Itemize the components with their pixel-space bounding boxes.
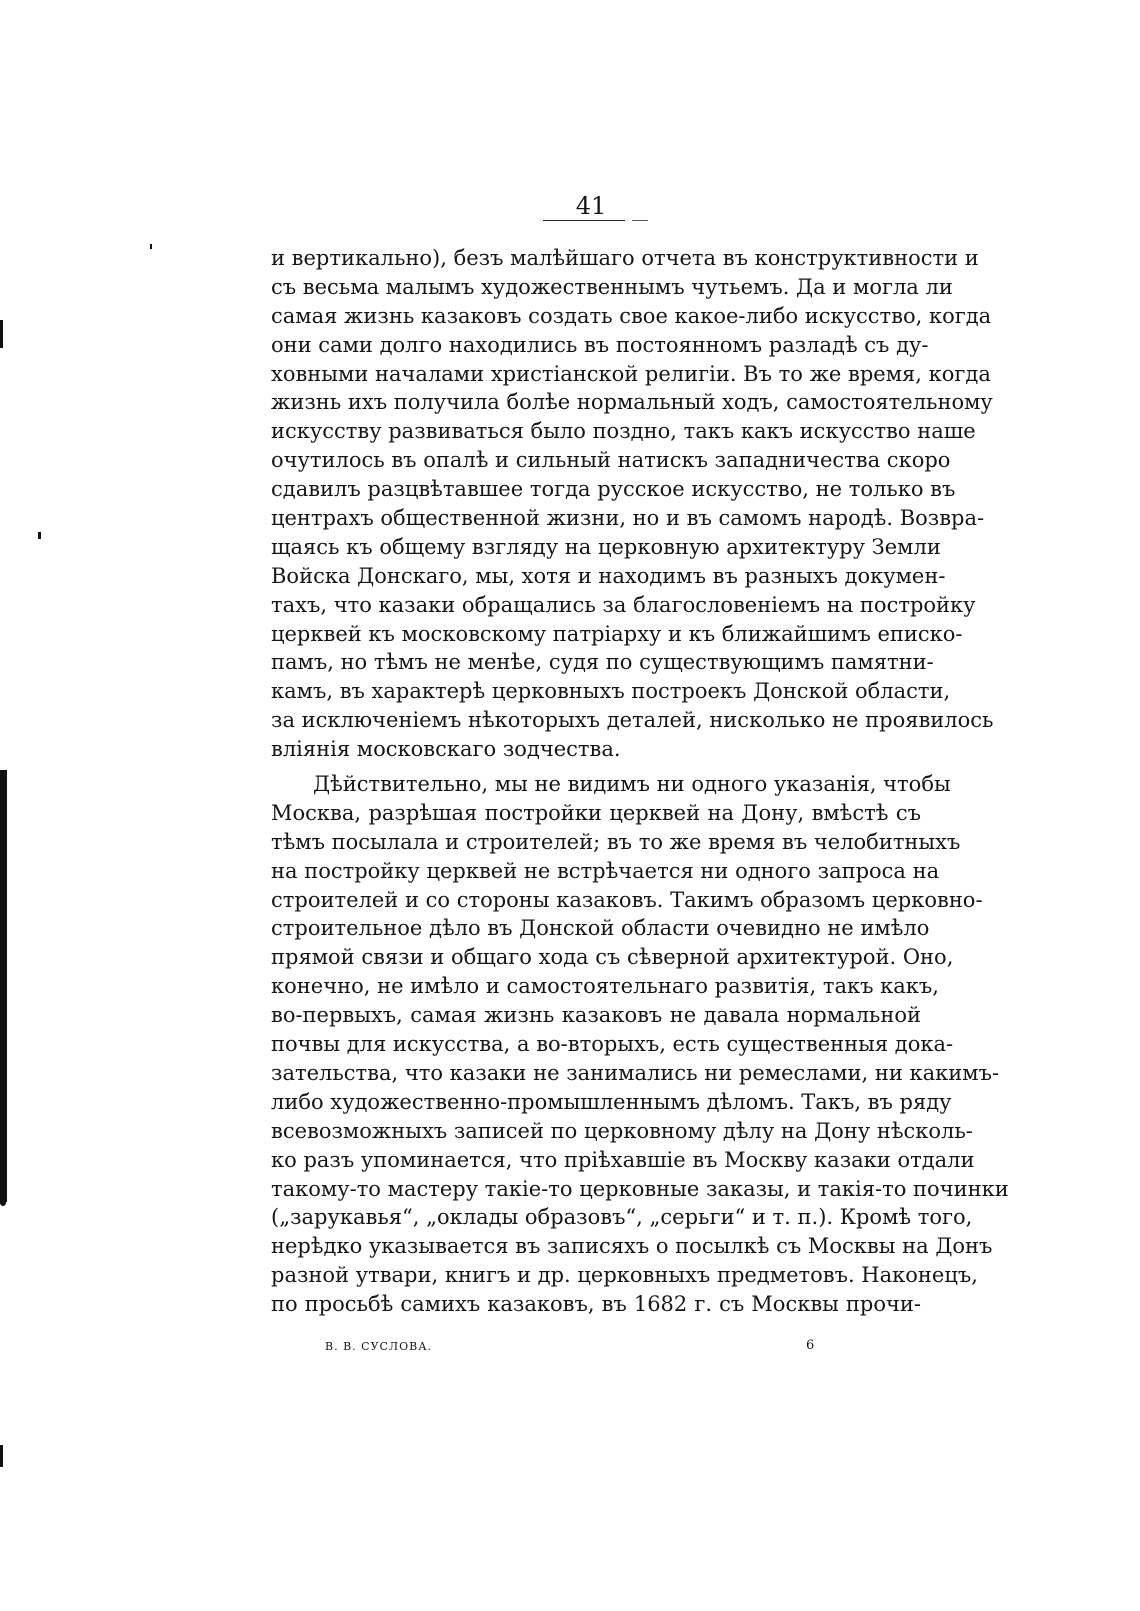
- paragraph-1-line: съ весьма малымъ художественнымъ чутьемъ. Да и могла ли: [271, 274, 953, 299]
- page-number: 41: [575, 192, 607, 220]
- paragraph-2-line: зательства, что казаки не занимались ни ремеслами, ни какимъ-: [271, 1060, 1000, 1085]
- paragraph-1-line: они сами долго находились въ постоянномъ разладѣ съ ду-: [271, 332, 929, 357]
- paragraph-1-line: ховными началами христіанской религіи. Въ то же время, когда: [271, 361, 991, 386]
- paragraph-1-line: Войска Донскаго, мы, хотя и находимъ въ разныхъ докумен-: [271, 563, 946, 588]
- paragraph-2-line: прямой связи и общаго хода съ сѣверной архитектурой. Оно,: [271, 945, 954, 970]
- paragraph-1-line: очутилось въ опалѣ и сильный натискъ западничества скоро: [271, 448, 951, 473]
- paragraph-1-line: памъ, но тѣмъ не менѣе, судя по существующимъ памятни-: [271, 650, 934, 675]
- paragraph-1-line: за исключеніемъ нѣкоторыхъ деталей, нисколько не проявилось: [271, 708, 994, 733]
- paragraph-1-line: искусству развиваться было поздно, такъ какъ искусство наше: [271, 419, 976, 444]
- paragraph-2-line: строителей и со стороны казаковъ. Такимъ образомъ церковно-: [271, 887, 983, 912]
- paragraph-1-line: центрахъ общественной жизни, но и въ самомъ народѣ. Возвра-: [271, 506, 985, 531]
- scan-edge-mark: [0, 320, 3, 348]
- paragraph-1-line: жизнь ихъ получила болѣе нормальный ходъ, самостоятельному: [271, 390, 993, 415]
- paragraph-2-line: конечно, не имѣло и самостоятельнаго развитія, такъ какъ,: [271, 974, 939, 999]
- scan-edge-mark: [0, 1190, 6, 1206]
- paragraph-2: [271, 770, 1009, 1319]
- paragraph-1-line: тахъ, что казаки обращались за благословеніемъ на постройку: [271, 592, 976, 617]
- scan-edge-mark: [0, 1445, 3, 1467]
- paragraph-2-line: Дѣйствительно, мы не видимъ ни одного указанія, чтобы: [313, 772, 951, 797]
- paragraph-2-line: тѣмъ посылала и строителей; въ то же время въ челобитныхъ: [271, 829, 961, 854]
- paragraph-2-line: („зарукавья“, „оклады образовъ“, „серьги“ и т. п.). Кромѣ того,: [271, 1205, 973, 1230]
- sheet-number: 6: [806, 1338, 816, 1353]
- paragraph-2-line: ко разъ упоминается, что пріѣхавшіе въ Москву казаки отдали: [271, 1147, 975, 1172]
- paragraph-2-line: такому-то мастеру такіе-то церковные заказы, и такія-то починки: [271, 1176, 1009, 1201]
- paragraph-1: [271, 244, 994, 764]
- page-number-rule-tail: [632, 220, 648, 221]
- paragraph-2-line: либо художественно-промышленнымъ дѣломъ. Такъ, въ ряду: [271, 1089, 952, 1114]
- page-number-rule: [543, 220, 625, 221]
- paragraph-1-line: самая жизнь казаковъ создать свое какое-либо искусство, когда: [271, 303, 992, 328]
- paragraph-1-line: щаясь къ общему взгляду на церковную архитектуру Земли: [271, 534, 941, 559]
- scan-edge-mark: [0, 770, 7, 1202]
- paragraph-2-line: нерѣдко указывается въ записяхъ о посылкѣ съ Москвы на Донъ: [271, 1234, 993, 1259]
- paragraph-1-line: сдавилъ разцвѣтавшее тогда русское искусство, не только въ: [271, 477, 956, 502]
- paragraph-1-line: камъ, въ характерѣ церковныхъ построекъ Донской области,: [271, 679, 951, 704]
- paragraph-2-line: всевозможныхъ записей по церковному дѣлу на Дону нѣсколь-: [271, 1118, 973, 1143]
- scan-speck: [38, 532, 41, 539]
- printer-signature: В. В. СУСЛОВА.: [325, 1340, 433, 1353]
- paragraph-2-line: разной утвари, книгъ и др. церковныхъ предметовъ. Наконецъ,: [271, 1263, 978, 1288]
- paragraph-1-line: церквей къ московскому патріарху и къ ближайшимъ еписко-: [271, 621, 963, 646]
- paragraph-1-line: и вертикально), безъ малѣйшаго отчета въ конструктивности и: [271, 246, 979, 270]
- text-block: [271, 244, 1009, 1319]
- paragraph-1-line: вліянія московскаго зодчества.: [271, 737, 621, 762]
- paragraph-2-line: на постройку церквей не встрѣчается ни одного запроса на: [271, 858, 940, 883]
- paragraph-2-line: Москва, разрѣшая постройки церквей на Дону, вмѣстѣ съ: [271, 800, 921, 825]
- scan-speck: [150, 244, 152, 249]
- paragraph-2-line: по просьбѣ самихъ казаковъ, въ 1682 г. съ Москвы прочи-: [271, 1292, 921, 1317]
- paragraph-2-line: строительное дѣло въ Донской области очевидно не имѣло: [271, 916, 930, 941]
- paragraph-2-line: почвы для искусства, а во-вторыхъ, есть существенныя дока-: [271, 1032, 954, 1057]
- paragraph-2-line: во-первыхъ, самая жизнь казаковъ не давала нормальной: [271, 1003, 921, 1028]
